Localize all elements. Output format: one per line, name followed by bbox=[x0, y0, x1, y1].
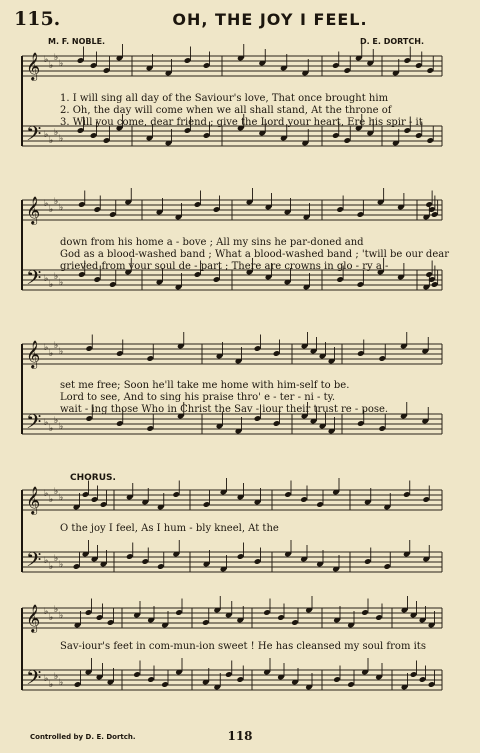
music-system-4 bbox=[22, 484, 442, 594]
flat-icon: ♭ bbox=[59, 59, 64, 69]
music-system-5 bbox=[22, 602, 442, 712]
flat-icon: ♭ bbox=[49, 61, 54, 71]
flat-icon: ♭ bbox=[54, 487, 59, 497]
lyric-line: 3. Will you come, dear friend ; give the Lord your heart, Ere his spir - it bbox=[60, 117, 423, 128]
flat-icon: ♭ bbox=[44, 607, 49, 617]
flat-icon: ♭ bbox=[54, 128, 59, 138]
flat-icon: ♭ bbox=[54, 416, 59, 426]
music-credit: D. E. DORTCH. bbox=[359, 37, 424, 46]
copyright-note: Controlled by D. E. Dortch. bbox=[30, 733, 136, 741]
lyric-line: Lord to see, And to sing his praise thro' e - ter - ni - ty. bbox=[60, 392, 336, 403]
bass-clef-icon: 𝄢 bbox=[26, 410, 42, 438]
lyric-line: 1. I will sing all day of the Saviour's love, That once brought him bbox=[60, 93, 389, 104]
flat-icon: ♭ bbox=[54, 272, 59, 282]
flat-icon: ♭ bbox=[44, 130, 49, 140]
bass-clef-icon: 𝄢 bbox=[26, 548, 42, 576]
flat-icon: ♭ bbox=[59, 611, 64, 621]
lyric-line: 2. Oh, the day will come when we all shall stand, At the throne of bbox=[60, 105, 392, 116]
lyric-line: Sav-iour's feet in com-mun-ion sweet ! He has cleansed my soul from its bbox=[60, 641, 426, 652]
hymn-title: OH, THE JOY I FEEL. bbox=[172, 10, 368, 29]
lyric-line: O the joy I feel, As I hum - bly kneel, At the bbox=[60, 523, 279, 534]
page-number: 118 bbox=[227, 729, 253, 743]
flat-icon: ♭ bbox=[49, 495, 54, 505]
flat-icon: ♭ bbox=[49, 280, 54, 290]
staff bbox=[22, 658, 442, 694]
flat-icon: ♭ bbox=[54, 341, 59, 351]
staff bbox=[22, 188, 442, 225]
treble-clef-icon: 𝄞 bbox=[26, 340, 41, 368]
flat-icon: ♭ bbox=[59, 678, 64, 688]
staff bbox=[22, 332, 442, 369]
flat-icon: ♭ bbox=[44, 418, 49, 428]
staff bbox=[22, 596, 442, 633]
flat-icon: ♭ bbox=[44, 489, 49, 499]
flat-icon: ♭ bbox=[44, 556, 49, 566]
bass-clef-icon: 𝄢 bbox=[26, 122, 42, 150]
treble-clef-icon: 𝄞 bbox=[26, 486, 41, 514]
flat-icon: ♭ bbox=[49, 349, 54, 359]
flat-icon: ♭ bbox=[49, 562, 54, 572]
staff bbox=[22, 478, 442, 515]
flat-icon: ♭ bbox=[49, 136, 54, 146]
treble-clef-icon: 𝄞 bbox=[26, 604, 41, 632]
flat-icon: ♭ bbox=[54, 554, 59, 564]
flat-icon: ♭ bbox=[59, 493, 64, 503]
lyric-line: set me free; Soon he'll take me home with him-self to be. bbox=[60, 380, 350, 391]
flat-icon: ♭ bbox=[49, 205, 54, 215]
bass-clef-icon: 𝄢 bbox=[26, 266, 42, 294]
treble-clef-icon: 𝄞 bbox=[26, 52, 41, 80]
flat-icon: ♭ bbox=[59, 203, 64, 213]
lyric-line: down from his home a - bove ; All my sins he par-doned and bbox=[60, 237, 364, 248]
flat-icon: ♭ bbox=[59, 422, 64, 432]
words-credit: M. F. NOBLE. bbox=[48, 37, 106, 46]
flat-icon: ♭ bbox=[59, 134, 64, 144]
lyric-line: God as a blood-washed band ; What a blood-washed band ; 'twill be our dear bbox=[60, 249, 449, 260]
bass-clef-icon: 𝄢 bbox=[26, 666, 42, 694]
flat-icon: ♭ bbox=[44, 343, 49, 353]
flat-icon: ♭ bbox=[44, 274, 49, 284]
flat-icon: ♭ bbox=[44, 55, 49, 65]
flat-icon: ♭ bbox=[49, 424, 54, 434]
hymn-number: 115. bbox=[14, 8, 61, 30]
chorus-label: CHORUS. bbox=[70, 473, 116, 483]
treble-clef-icon: 𝄞 bbox=[26, 196, 41, 224]
staff bbox=[22, 44, 442, 81]
flat-icon: ♭ bbox=[54, 197, 59, 207]
flat-icon: ♭ bbox=[44, 199, 49, 209]
flat-icon: ♭ bbox=[59, 560, 64, 570]
flat-icon: ♭ bbox=[49, 613, 54, 623]
lyric-line: wait - ing those Who in Christ the Sav - iour their trust re - pose. bbox=[60, 404, 389, 415]
flat-icon: ♭ bbox=[59, 278, 64, 288]
flat-icon: ♭ bbox=[44, 674, 49, 684]
flat-icon: ♭ bbox=[59, 347, 64, 357]
flat-icon: ♭ bbox=[54, 53, 59, 63]
lyric-line: grieved from your soul de - part ; There are crowns in glo - ry a - bbox=[60, 261, 389, 272]
staff bbox=[22, 540, 442, 576]
flat-icon: ♭ bbox=[54, 605, 59, 615]
flat-icon: ♭ bbox=[54, 672, 59, 682]
flat-icon: ♭ bbox=[49, 680, 54, 690]
